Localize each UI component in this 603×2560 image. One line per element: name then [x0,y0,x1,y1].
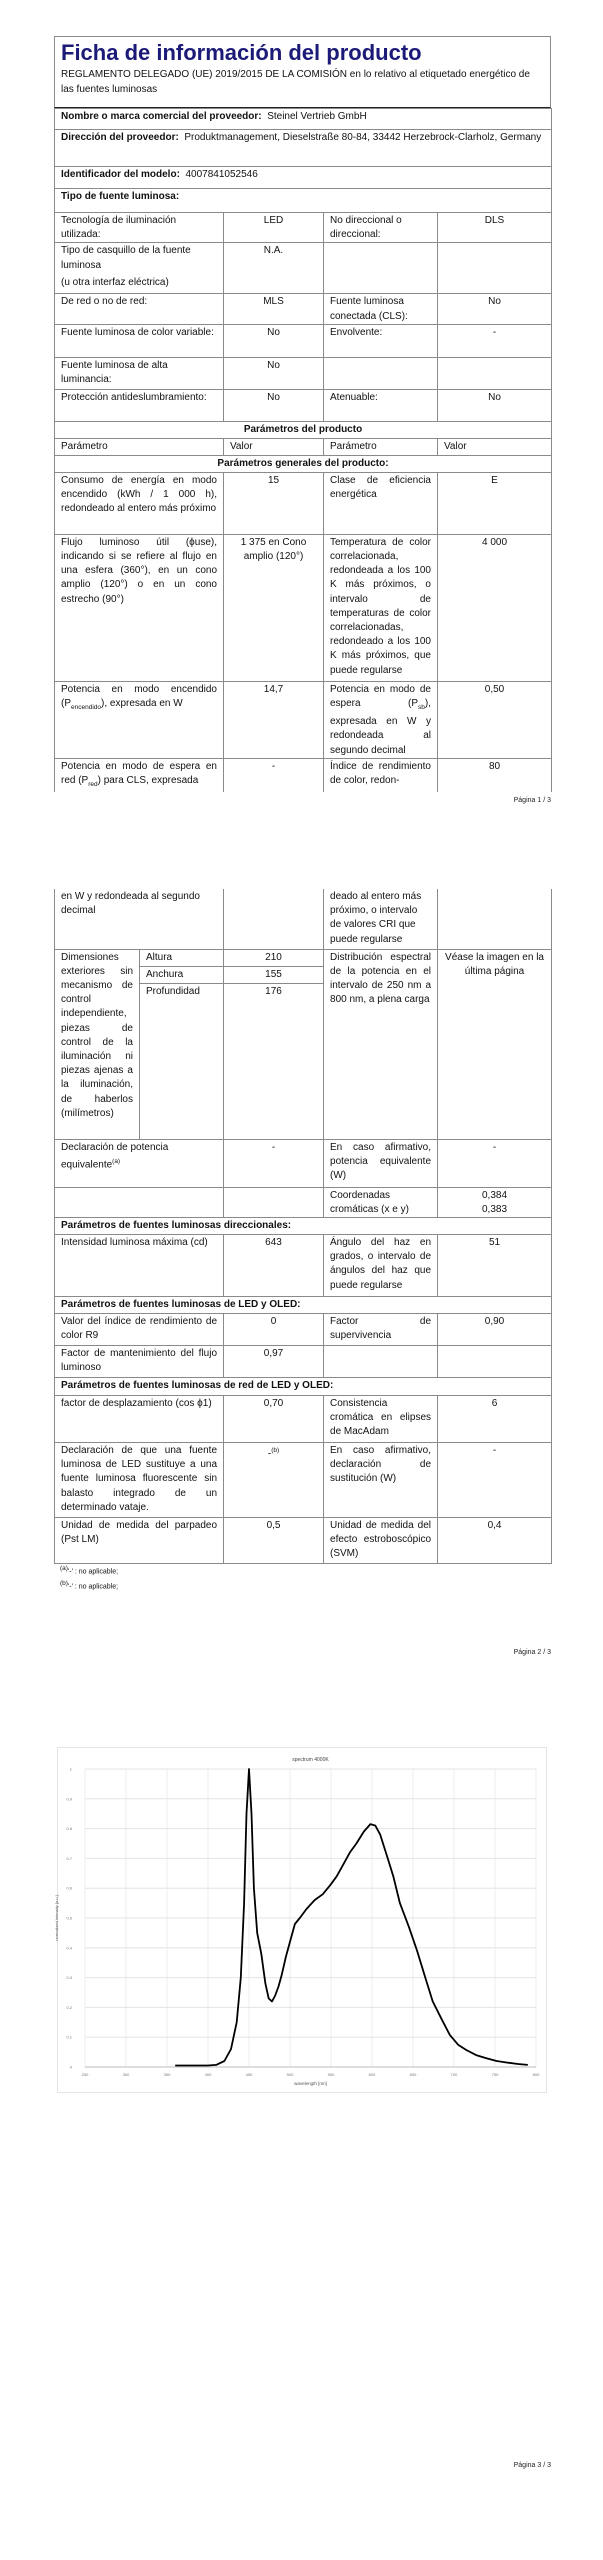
dimension-value: 210 [224,949,324,966]
label-part: ), expresada en W [101,698,183,710]
y-tick-label: 0.8 [66,1826,72,1832]
y-tick-label: 1 [69,1766,72,1772]
param-label: Consistencia cromática en elipses de MacAdam [324,1395,438,1442]
param-value: 0,70 [224,1395,324,1442]
column-header: Valor [438,438,552,455]
param-value: 14,7 [224,681,324,758]
footnote-mark: (b) [60,1580,68,1587]
param-label: Tecnología de iluminación utilizada: [55,213,224,243]
param-label: De red o no de red: [55,294,224,324]
param-value: 4 000 [438,534,552,681]
regulation-text: REGLAMENTO DELEGADO (UE) 2019/2015 DE LA COMISIÓN en lo relativo al etiquetado energético de las fuentes luminosas [61,69,530,95]
param-label: Envolvente: [324,324,438,357]
dimension-label: Profundidad [140,983,224,1139]
column-header: Valor [224,438,324,455]
column-header: Parámetro [55,438,224,455]
param-label: En caso afirmativo, declaración de sustitución (W) [324,1442,438,1517]
param-value: No [224,357,324,389]
param-label: Fuente luminosa de alta luminancia: [55,357,224,389]
param-label: Distribución espectral de la potencia en el intervalo de 250 nm a 800 nm, a plena carga [324,949,438,1139]
x-tick-label: 750 [491,2072,499,2077]
led-heading: Parámetros de fuentes luminosas de LED y OLED: [55,1296,552,1313]
param-label: Unidad de medida del efecto estroboscópico (SVM) [324,1517,438,1563]
param-label: Fuente luminosa de color variable: [55,324,224,357]
param-value: No [438,389,552,421]
dimension-value: 155 [224,966,324,983]
y-tick-label: 0.6 [66,1885,72,1891]
label-part: Potencia en modo encendido (P [61,683,217,710]
label-part: ), expresada en W y redondeada al segundo decimal [330,698,431,756]
light-type-heading: Tipo de fuente luminosa: [55,189,552,213]
model-id: 4007841052546 [185,169,258,180]
param-value: - [224,1139,324,1187]
param-label: Coordenadas cromáticas (x e y) [324,1187,438,1217]
param-value: 51 [438,1234,552,1296]
param-label-note: (u otra interfaz eléctrica) [61,276,169,288]
dimension-value: 176 [224,983,324,1139]
product-params-heading: Parámetros del producto [55,421,552,438]
param-label: Ángulo del haz en grados, o intervalo de ángulos del haz que puede regularse [324,1234,438,1296]
param-label: factor de desplazamiento (cos ϕ1) [55,1395,224,1442]
footnote-text: '-' : no aplicable; [67,1568,119,1576]
page-number: Página 2 / 3 [513,1649,551,1656]
y-tick-label: 0.1 [66,2034,72,2040]
spectrum-line [175,1769,528,2066]
param-value: - [438,324,552,357]
footnote-ref: (b) [271,1446,280,1454]
y-axis-label: normalized intensity [a.u.] [54,1895,59,1941]
param-label: Unidad de medida del parpadeo (Pst LM) [55,1517,224,1563]
param-value: DLS [438,213,552,243]
footnote-text: '-' : no aplicable; [67,1583,119,1591]
label-part: Potencia en modo de espera (P [330,683,431,710]
param-value: 0,50 [438,681,552,758]
column-header: Parámetro [324,438,438,455]
param-label: deado al entero más próximo, o intervalo de valores CRI que puede regularse [324,889,438,949]
param-label: En caso afirmativo, potencia equivalente (W) [324,1139,438,1187]
x-tick-label: 800 [532,2072,540,2077]
address-label: Dirección del proveedor: [61,132,179,143]
param-label: Valor del índice de rendimiento de color R9 [55,1313,224,1345]
param-value: No [438,294,552,324]
y-tick-label: 0 [69,2064,72,2070]
y-tick-label: 0.9 [66,1796,72,1802]
y-tick-label: 0.3 [66,1975,72,1981]
param-label: Dimensiones exteriores sin mecanismo de control independiente, piezas de control de la iluminación ni piezas ajenas a la iluminación, de haberlos (milímetros) [55,949,140,1139]
param-value: 6 [438,1395,552,1442]
param-value: E [438,472,552,534]
param-value: MLS [224,294,324,324]
x-tick-label: 600 [368,2072,376,2077]
supplier-name-label: Nombre o marca comercial del proveedor: [61,111,262,122]
x-tick-label: 250 [81,2072,89,2077]
param-label: Flujo luminoso útil (ϕuse), indicando si se refiere al flujo en una esfera (360°), en un cono amplio (120°) o en un cono estrecho (90°) [55,534,224,681]
param-label-text: Tipo de casquillo de la fuente luminosa [61,245,191,271]
supplier-name: Steinel Vertrieb GmbH [267,111,367,122]
x-tick-label: 400 [204,2072,212,2077]
footnote-mark: (a) [60,1565,68,1572]
param-value: LED [224,213,324,243]
param-value: 0,5 [224,1517,324,1563]
param-value: 0,4 [438,1517,552,1563]
label-subscript: encendido [71,704,101,712]
param-value: 0,90 [438,1313,552,1345]
address: Produktmanagement, Dieselstraße 80-84, 33442 Herzebrock-Clarholz, Germany [184,132,542,143]
x-tick-label: 700 [450,2072,458,2077]
param-value: 15 [224,472,324,534]
footnote-ref: (a) [112,1157,121,1165]
param-label: en W y redondeada al segundo decimal [55,889,224,949]
param-value: No [224,324,324,357]
y-tick-label: 0.5 [66,1915,72,1921]
x-axis-label: wavelength [nm] [294,2081,327,2086]
param-label: No direccional o direccional: [324,213,438,243]
param-value: - [224,758,324,792]
model-label: Identificador del modelo: [61,169,180,180]
param-value: No [224,389,324,421]
page-title: Ficha de información del producto [61,40,422,65]
param-label: Intensidad luminosa máxima (cd) [55,1234,224,1296]
dimension-label: Anchura [140,966,224,983]
y-tick-label: 0.2 [66,2004,72,2010]
x-tick-label: 550 [327,2072,335,2077]
x-tick-label: 300 [122,2072,130,2077]
param-label: Índice de rendimiento de color, redon- [324,758,438,792]
x-tick-label: 450 [245,2072,253,2077]
mains-led-heading: Parámetros de fuentes luminosas de red de LED y OLED: [55,1377,552,1395]
y-tick-label: 0.4 [66,1945,72,1951]
param-value: 1 375 en Cono amplio (120°) [224,534,324,681]
chart-title: spectrum 4000K [292,1757,329,1763]
label-part: ) para CLS, expresada [97,775,199,787]
chroma-y: 0,383 [482,1203,508,1215]
param-label: Temperatura de color correlacionada, redondeada a los 100 K más próximos, o intervalo de temperaturas de color correlacionadas, redondeado a los 100 K más próximos, que puede regularse [324,534,438,681]
x-tick-label: 350 [163,2072,171,2077]
param-label: Clase de eficiencia energética [324,472,438,534]
param-value: 0 [224,1313,324,1345]
param-value: - [438,1139,552,1187]
value-text: - [267,1448,272,1460]
directional-heading: Parámetros de fuentes luminosas direccionales: [55,1217,552,1234]
label-subscript: red [88,781,98,789]
param-value: 643 [224,1234,324,1296]
param-label: Protección antideslumbramiento: [55,389,224,421]
param-label: Consumo de energía en modo encendido (kWh / 1 000 h), redondeado al entero más próximo [55,472,224,534]
page-number: Página 3 / 3 [513,2462,551,2469]
page-number: Página 1 / 3 [513,797,551,804]
general-params-heading: Parámetros generales del producto: [55,455,552,472]
chroma-x: 0,384 [482,1189,508,1201]
param-value: - [438,1442,552,1517]
param-value: N.A. [224,243,324,294]
param-label: Factor de supervivencia [324,1313,438,1345]
label-part: Declaración de potencia equivalente [61,1141,169,1171]
param-label: Fuente luminosa conectada (CLS): [324,294,438,324]
label-part: Potencia en modo de espera en red (P [61,760,217,787]
x-tick-label: 500 [286,2072,294,2077]
param-label: Declaración de que una fuente luminosa de LED sustituye a una fuente luminosa fluorescente sin balasto integrado de un determinado vataje. [55,1442,224,1517]
param-value: 0,97 [224,1345,324,1377]
y-tick-label: 0.7 [66,1855,72,1861]
param-value: Véase la imagen en la última página [438,949,552,1139]
param-label: Factor de mantenimiento del flujo luminoso [55,1345,224,1377]
label-subscript: sb [418,704,425,712]
param-value: 80 [438,758,552,792]
x-tick-label: 650 [409,2072,417,2077]
dimension-label: Altura [140,949,224,966]
param-label: Atenuable: [324,389,438,421]
